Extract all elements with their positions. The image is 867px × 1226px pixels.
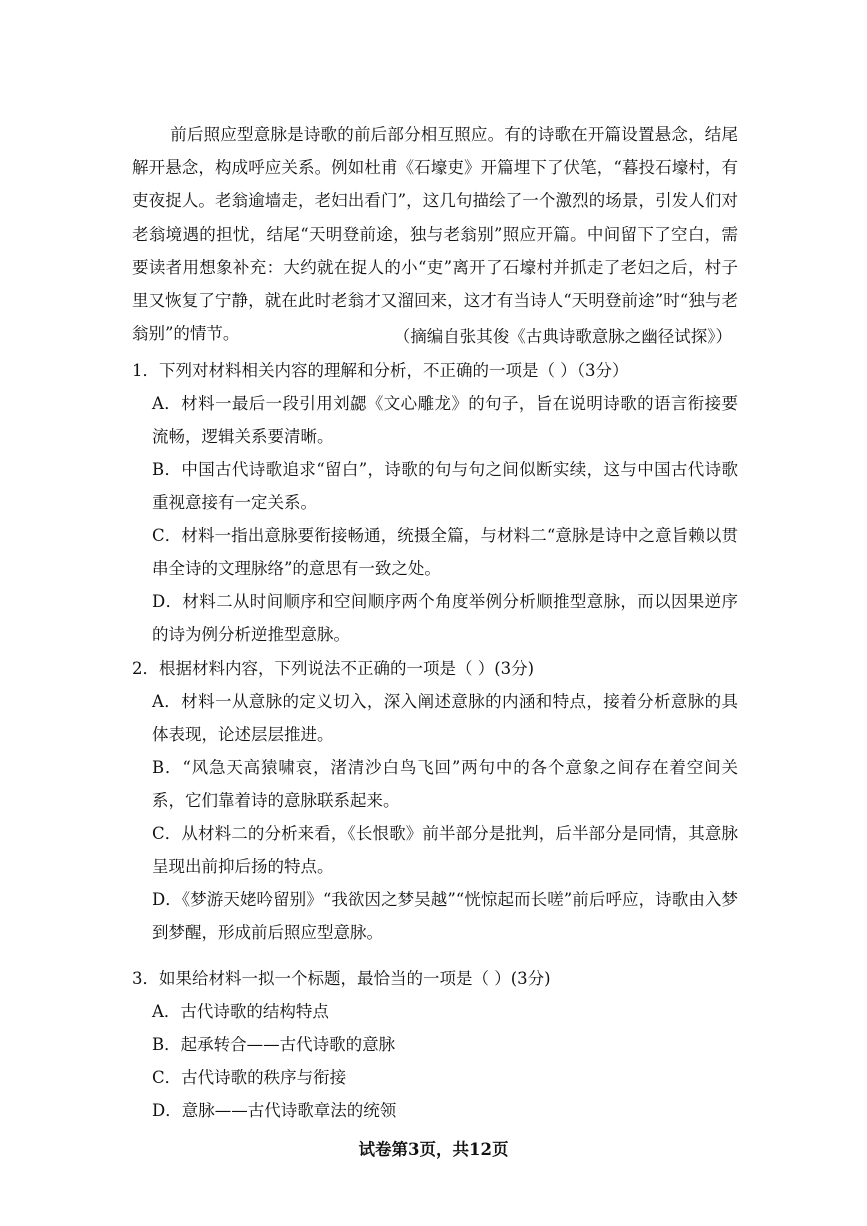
question-stem: 3．如果给材料一拟一个标题，最恰当的一项是（ ）(3分) — [132, 969, 551, 988]
question-stem: 2．根据材料内容，下列说法不正确的一项是（ ）(3分) — [132, 659, 535, 678]
question-2 — [132, 652, 738, 949]
option-c: C．从材料二的分析来看，《长恨歌》前半部分是批判，后半部分是同情，其意脉呈现出前抑后扬的特点。 — [152, 824, 738, 876]
option-b: B．起承转合——古代诗歌的意脉 — [152, 1035, 396, 1054]
option-c: C．古代诗歌的秩序与衔接 — [152, 1068, 347, 1087]
option-b: B．中国古代诗歌追求“留白”，诗歌的句与句之间似断实续，这与中国古代诗歌重视意接有一定关系。 — [152, 460, 738, 512]
question-3 — [132, 962, 738, 1127]
question-1 — [132, 354, 738, 651]
option-d: D．材料二从时间顺序和空间顺序两个角度举例分析顺推型意脉，而以因果逆序的诗为例分析逆推型意脉。 — [152, 592, 738, 644]
passage-paragraph — [132, 118, 738, 350]
option-d: D．《梦游天姥吟留别》“我欲因之梦吴越”“恍惊起而长嗟”前后呼应，诗歌由入梦到梦醒，形成前后照应型意脉。 — [152, 890, 738, 942]
option-b: B．“风急天高猿啸哀，渚清沙白鸟飞回”两句中的各个意象之间存在着空间关系，它们靠着诗的意脉联系起来。 — [152, 758, 738, 810]
option-c: C．材料一指出意脉要衔接畅通，统摄全篇，与材料二“意脉是诗中之意旨赖以贯串全诗的文理脉络”的意思有一致之处。 — [152, 526, 738, 578]
page-footer: 试卷第3页，共12页 — [358, 1140, 509, 1159]
option-d: D．意脉——古代诗歌章法的统领 — [152, 1101, 397, 1120]
passage-source: （摘编自张其俊《古典诗歌意脉之幽径试探》） — [393, 327, 732, 346]
option-a: A．材料一从意脉的定义切入，深入阐述意脉的内涵和特点，接着分析意脉的具体表现，论述层层推进。 — [152, 692, 738, 744]
option-a: A．材料一最后一段引用刘勰《文心雕龙》的句子，旨在说明诗歌的语言衔接要流畅，逻辑关系要清晰。 — [152, 394, 738, 446]
passage-text: 前后照应型意脉是诗歌的前后部分相互照应。有的诗歌在开篇设置悬念，结尾解开悬念，构成呼应关系。例如杜甫《石壕吏》开篇埋下了伏笔，“暮投石壕村，有吏夜捉人。老翁逾墙走，老妇出看门”，这几句描绘了一个激烈的场景，引发人们对老翁境遇的担忧，结尾“天明登前途，独与老翁别”照应开篇。中间留下了空白，需要读者用想象补充：大约就在捉人的小“吏”离开了石壕村并抓走了老妇之后，村子里又恢复了宁静，就在此时老翁才又溜回来，这才有当诗人“天明登前途”时“独与老翁别”的情节。 — [132, 125, 738, 344]
option-a: A．古代诗歌的结构特点 — [152, 1002, 329, 1021]
question-stem: 1．下列对材料相关内容的理解和分析，不正确的一项是（ ）（3分） — [132, 361, 629, 380]
